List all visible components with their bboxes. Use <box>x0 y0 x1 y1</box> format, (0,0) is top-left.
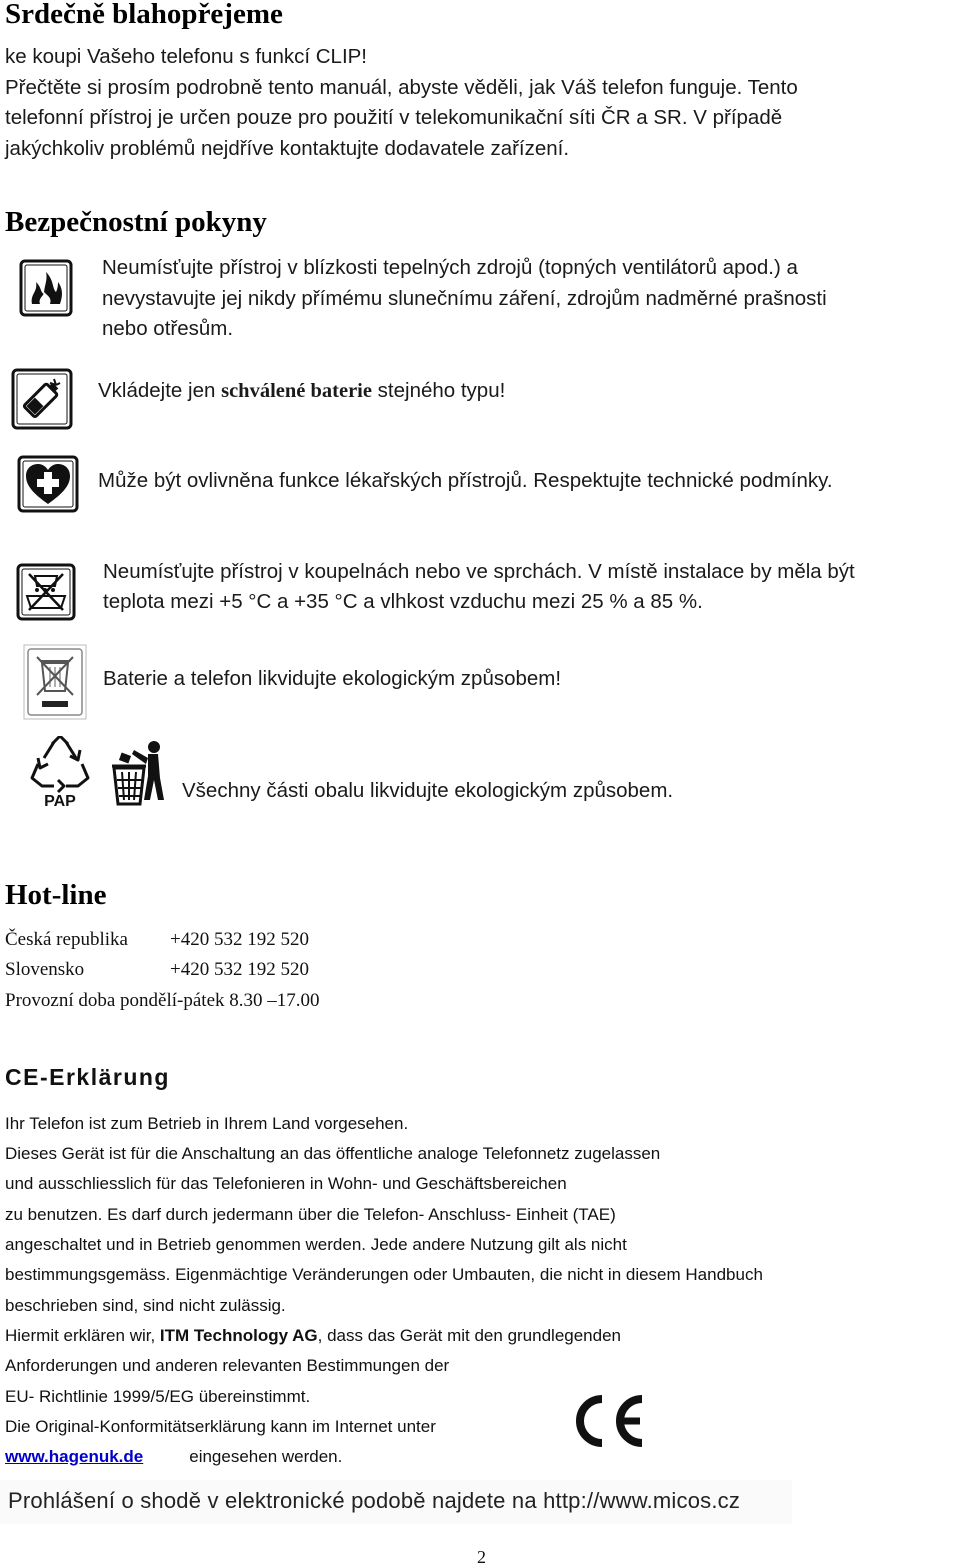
intro-line-2: Přečtěte si prosím podrobně tento manuál, abyste věděli, jak Váš telefon funguje. Tento <box>5 76 798 99</box>
hotline-row-cz <box>5 929 309 951</box>
medical-text: Může být ovlivněna funkce lékařských přístrojů. Respektujte technické podmínky. <box>98 469 833 492</box>
medical-heart-icon <box>16 454 80 514</box>
ce-link-suffix: eingesehen werden. <box>189 1447 343 1466</box>
intro-line-1: ke koupi Vašeho telefonu s funkcí CLIP! <box>5 45 368 68</box>
hotline-heading: Hot-line <box>5 879 107 911</box>
ce-mark-icon <box>568 1393 648 1449</box>
fire-text-3: nebo otřesům. <box>102 317 234 340</box>
battery-text <box>98 376 505 406</box>
battery-text-suffix: stejného typu! <box>371 379 506 402</box>
packaging-text: Všechny části obalu likvidujte ekologickým způsobem. <box>182 779 674 802</box>
bathroom-text-2: teplota mezi +5 °C a +35 °C a vlhkost vzduchu mezi 25 % a 85 %. <box>103 590 703 613</box>
ce-declaration <box>5 1321 621 1351</box>
fire-text-2: nevystavujte jej nikdy přímému slunečnímu záření, zdrojům nadměrné prašnosti <box>102 287 827 310</box>
fire-icon <box>18 258 74 318</box>
ce-line-6: bestimmungsgemäss. Eigenmächtige Veränderungen oder Umbauten, die nicht in diesem Handbuch <box>5 1265 763 1284</box>
ce-company: ITM Technology AG <box>159 1326 318 1345</box>
ce-link-line <box>5 1442 342 1472</box>
ce-declaration-prefix: Hiermit erklären wir, <box>5 1326 160 1345</box>
ce-line-2: Dieses Gerät ist für die Anschaltung an das öffentliche analoge Telefonnetz zugelassen <box>5 1144 661 1163</box>
hotline-hours: Provozní doba pondělí-pátek 8.30 –17.00 <box>5 990 320 1011</box>
no-bathroom-icon <box>15 562 77 622</box>
recycle-pap-icon <box>30 736 90 808</box>
page-title: Srdečně blahopřejeme <box>5 0 283 30</box>
hotline-phone-sk: +420 532 192 520 <box>170 959 309 980</box>
page-number: 2 <box>477 1547 486 1567</box>
fire-text-1: Neumísťujte přístroj v blízkosti tepelných zdrojů (topných ventilátorů apod.) a <box>102 256 798 279</box>
ce-declaration-suffix: , dass das Gerät mit den grundlegenden <box>317 1326 622 1345</box>
safety-heading: Bezpečnostní pokyny <box>5 206 267 238</box>
hotline-country-sk: Slovensko <box>5 959 85 980</box>
conformity-banner <box>0 1480 792 1524</box>
battery-text-prefix: Vkládejte jen <box>98 379 222 402</box>
battery-icon <box>10 367 74 431</box>
ce-line-7: beschrieben sind, sind nicht zulässig. <box>5 1296 286 1315</box>
hotline-country-cz: Česká republika <box>5 929 128 950</box>
hotline-phone-cz: +420 532 192 520 <box>170 929 309 950</box>
ce-line-10: Die Original-Konformitätserklärung kann im Internet unter <box>5 1417 436 1436</box>
bathroom-text-1: Neumísťujte přístroj v koupelnách nebo ve sprchách. V místě instalace by měla být <box>103 560 855 583</box>
ce-line-1: Ihr Telefon ist zum Betrieb in Ihrem Land vorgesehen. <box>5 1114 409 1133</box>
ce-line-9: EU- Richtlinie 1999/5/EG übereinstimmt. <box>5 1387 311 1406</box>
ce-line-4: zu benutzen. Es darf durch jedermann über die Telefon- Anschluss- Einheit (TAE) <box>5 1205 616 1224</box>
hotline-row-sk <box>5 959 309 981</box>
ce-line-5: angeschaltet und in Betrieb genommen werden. Jede andere Nutzung gilt als nicht <box>5 1235 627 1254</box>
ce-line-3: und ausschliesslich für das Telefonieren in Wohn- und Geschäftsbereichen <box>5 1174 567 1193</box>
ce-heading: CE-Erklärung <box>5 1064 170 1090</box>
pap-label: PAP <box>44 793 76 808</box>
disposal-text: Baterie a telefon likvidujte ekologickým způsobem! <box>103 667 562 690</box>
ce-line-8: Anforderungen und anderen relevanten Bestimmungen der <box>5 1356 450 1375</box>
battery-text-bold: schválené baterie <box>221 380 372 402</box>
litter-bin-icon <box>110 740 168 806</box>
conformity-banner-text: Prohlášení o shodě v elektronické podobě najdete na http://www.micos.cz <box>8 1488 741 1513</box>
intro-line-4: jakýchkoliv problémů nejdříve kontaktujte dodavatele zařízení. <box>5 137 570 160</box>
intro-line-3: telefonní přístroj je určen pouze pro použití v telekomunikační síti ČR a SR. V případě <box>5 106 783 129</box>
crossed-bin-icon <box>22 643 88 721</box>
hagenuk-link[interactable]: www.hagenuk.de <box>5 1447 144 1466</box>
